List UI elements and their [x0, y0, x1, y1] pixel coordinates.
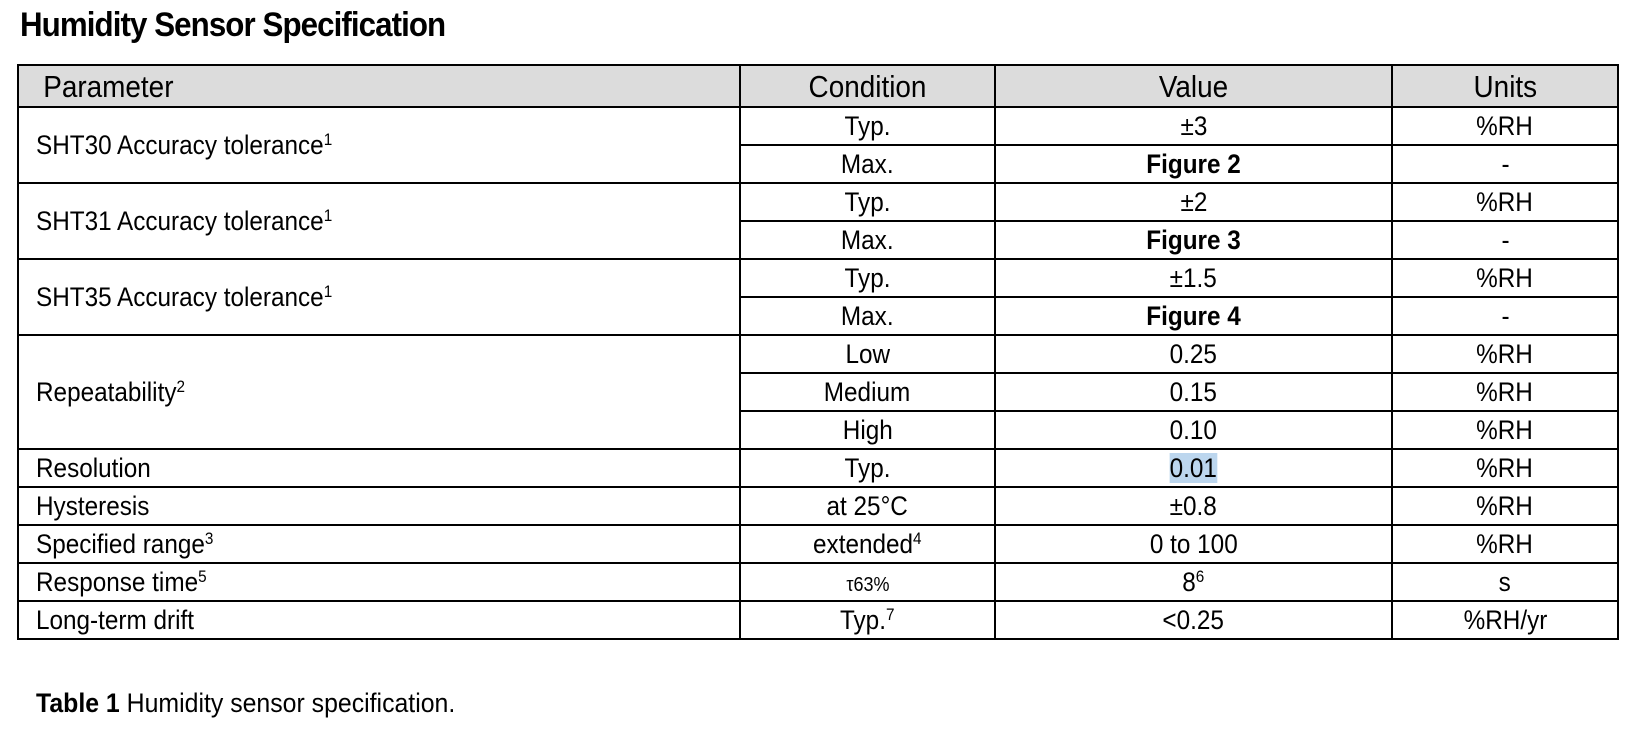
table-row: [18, 601, 1618, 639]
table-row: [18, 335, 1618, 373]
table-row: [18, 259, 1618, 297]
caption-label: Table 1: [36, 688, 120, 718]
table-row: [18, 525, 1618, 563]
header-units: Units: [1392, 65, 1618, 107]
table-row: [18, 107, 1618, 145]
condition-cell: Max.: [740, 145, 995, 183]
param-long-term-drift: Long-term drift: [18, 601, 740, 639]
param-sht35: SHT35 Accuracy tolerance$^1$: [18, 259, 740, 335]
units-cell: %RH: [1392, 335, 1618, 373]
units-cell: %RH: [1392, 411, 1618, 449]
condition-cell: Typ.: [740, 183, 995, 221]
units-cell: %RH: [1392, 107, 1618, 145]
units-cell: %RH: [1392, 449, 1618, 487]
header-parameter: Parameter: [18, 65, 740, 107]
header-row: [18, 65, 1618, 107]
units-cell: %RH/yr: [1392, 601, 1618, 639]
units-cell: %RH: [1392, 259, 1618, 297]
table-caption: [36, 688, 455, 719]
units-cell: -: [1392, 297, 1618, 335]
condition-cell: Medium: [740, 373, 995, 411]
param-resolution: Resolution: [18, 449, 740, 487]
figure-link[interactable]: Figure 4: [995, 297, 1392, 335]
page-title: Humidity Sensor Specification: [20, 6, 446, 44]
param-sht30: SHT30 Accuracy tolerance$^1$: [18, 107, 740, 183]
condition-cell: at 25°C: [740, 487, 995, 525]
param-specified-range: Specified range$^3$: [18, 525, 740, 563]
table-row: [18, 563, 1618, 601]
units-cell: %RH: [1392, 487, 1618, 525]
value-cell: 0.10: [995, 411, 1392, 449]
param-response-time: Response time$^5$: [18, 563, 740, 601]
header-value: Value: [995, 65, 1392, 107]
caption-text: Humidity sensor specification.: [126, 688, 456, 718]
header-condition: Condition: [740, 65, 995, 107]
units-cell: -: [1392, 221, 1618, 259]
units-cell: %RH: [1392, 183, 1618, 221]
condition-cell: Typ.: [740, 449, 995, 487]
condition-cell: Typ.: [740, 259, 995, 297]
condition-cell: Low: [740, 335, 995, 373]
param-sht31: SHT31 Accuracy tolerance$^1$: [18, 183, 740, 259]
table-row: [18, 449, 1618, 487]
condition-cell: High: [740, 411, 995, 449]
condition-cell: Typ.: [740, 107, 995, 145]
text-selection[interactable]: 0.01: [1169, 452, 1218, 483]
value-cell: ±2: [995, 183, 1392, 221]
value-cell: <0.25: [995, 601, 1392, 639]
figure-link[interactable]: Figure 3: [995, 221, 1392, 259]
spec-table: [17, 64, 1619, 640]
condition-cell: Typ.$^7$: [740, 601, 995, 639]
param-hysteresis: Hysteresis: [18, 487, 740, 525]
units-cell: %RH: [1392, 525, 1618, 563]
condition-cell: Max.: [740, 221, 995, 259]
value-cell: $8^6$: [995, 563, 1392, 601]
value-cell: 0.15: [995, 373, 1392, 411]
value-cell: 0.25: [995, 335, 1392, 373]
value-cell: ±3: [995, 107, 1392, 145]
value-cell: ±0.8: [995, 487, 1392, 525]
value-cell: 0 to 100: [995, 525, 1392, 563]
units-cell: -: [1392, 145, 1618, 183]
table-row: [18, 183, 1618, 221]
value-cell: ±1.5: [995, 259, 1392, 297]
param-repeatability: Repeatability$^2$: [18, 335, 740, 449]
condition-cell: τ63%: [740, 563, 995, 601]
units-cell: s: [1392, 563, 1618, 601]
condition-cell: Max.: [740, 297, 995, 335]
table-row: [18, 487, 1618, 525]
units-cell: %RH: [1392, 373, 1618, 411]
condition-cell: extended$^4$: [740, 525, 995, 563]
value-cell-selected[interactable]: [995, 449, 1392, 487]
figure-link[interactable]: Figure 2: [995, 145, 1392, 183]
